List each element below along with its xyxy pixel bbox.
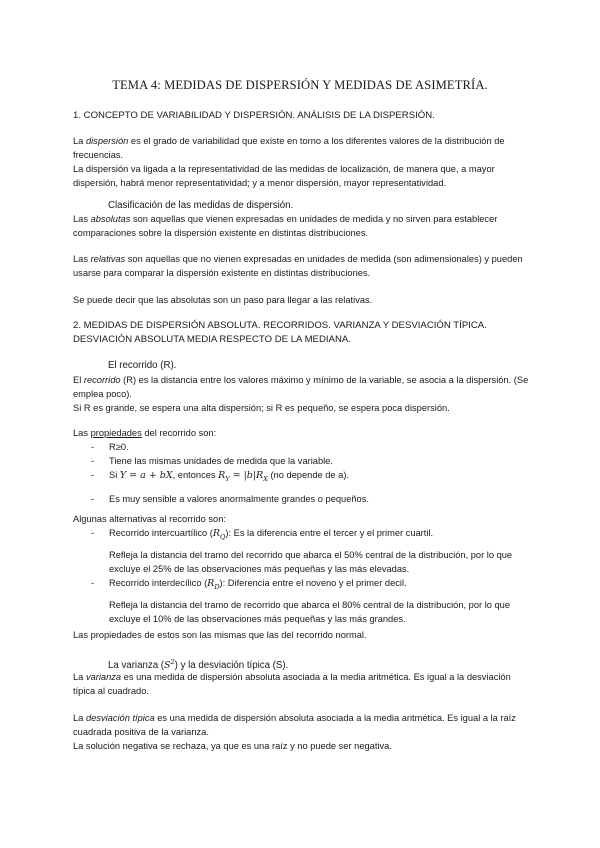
paragraph-recorrido: El recorrido (R) es la distancia entre los valores máximo y mínimo de la variable, se asocia a la dispersión. (Se emplea poco). Si R es grande, se espera una alta dispersión; si R es pequeño, se espera poca dispersión. — [73, 373, 533, 415]
alternatives-intro: Algunas alternativas al recorrido son: — [73, 514, 226, 524]
paragraph-relative: Las relativas son aquellas que no vienen expresadas en unidades de medida (son adimensionales) y pueden usarse para comparar la dispersión existente en distintas distribuciones. — [73, 254, 523, 278]
term-recorrido: recorrido — [83, 375, 121, 385]
paragraph-dispersion-definition: La dispersión es el grado de variabilidad que existe en torno a los diferentes valores de la distribución de frecuencias. La dispersión va ligada a la representatividad de las medidas de localización, de manera que, a mayor dispersión, habrá menor representatividad; y a menor dispersión, mayor representatividad. — [73, 134, 533, 190]
term-dispersion: dispersión — [85, 136, 129, 146]
term-desviacion-tipica: desviación típica — [85, 713, 155, 723]
paragraph-varianza: La varianza es una medida de dispersión absoluta asociada a la media aritmética. Es igual a la desviación típica al cuadrado. — [73, 672, 511, 696]
properties-list — [73, 426, 533, 506]
properties-intro: Las propiedades del recorrido son: — [73, 428, 217, 438]
term-varianza: varianza — [85, 672, 122, 682]
section-1-heading: 1. CONCEPTO DE VARIABILIDAD Y DISPERSIÓN. ANÁLISIS DE LA DISPERSIÓN. — [73, 110, 435, 121]
section-2-heading: 2. MEDIDAS DE DISPERSIÓN ABSOLUTA. RECORRIDOS. VARIANZA Y DESVIACIÓN TÍPICA. DESVIACIÓN ABSOLUTA MEDIA RESPECTO DE LA MEDIANA. — [73, 320, 487, 345]
formula-linear-transform: Y = a + bX — [119, 470, 173, 481]
paragraph-representativity: La dispersión va ligada a la representatividad de las medidas de localización, de manera que, a mayor dispersión, habrá menor representatividad; y a menor dispersión, mayor representatividad. — [73, 164, 495, 188]
paragraph-absolute-to-relative: Se puede decir que las absolutas son un paso para llegar a las relativas. — [73, 295, 373, 305]
term-absolutas: absolutas — [90, 214, 131, 224]
formula-range-property: $R_Y = |b|R_X$ — [218, 470, 268, 483]
list-item: - Recorrido interdecílico $(R_D)$: Diferencia entre el noveno y el primer decil. — [91, 577, 407, 591]
symbol-variance: $S^2$ — [164, 658, 175, 672]
term-relativas: relativas — [90, 254, 126, 264]
subheading-classification: Clasificación de las medidas de dispersión. — [108, 200, 294, 211]
subheading-recorrido: El recorrido (R). — [108, 360, 177, 371]
note-interdecile: Refleja la distancia del tramo de recorrido que abarca el 80% central de la distribución, por lo que excluye el 10% de las observaciones más pequeñas y las más grandes. — [109, 599, 511, 624]
list-item: - Es muy sensible a valores anormalmente grandes o pequeños. — [91, 493, 369, 504]
note-interquartile: Refleja la distancia del tramo del recorrido que abarca el 50% central de la distribución, por lo que excluye el 25% de las observaciones más pequeñas y las más elevadas. — [109, 549, 513, 574]
list-item: - Recorrido intercuartílico $(R_Q)$: Es la diferencia entre el tercer y el primer cuartil. — [91, 528, 434, 541]
paragraph-recorrido-size: Si R es grande, se espera una alta dispersión; si R es pequeño, se espera poca dispersión. — [73, 403, 450, 413]
list-item: - Si Y = a + bX, entonces $R_Y = |b|R_X$ (no depende de a). — [91, 470, 350, 483]
list-item: - R≥0. — [91, 442, 129, 452]
alternatives-list — [73, 512, 533, 626]
document-title: TEMA 4: MEDIDAS DE DISPERSIÓN Y MEDIDAS DE ASIMETRÍA. — [112, 78, 488, 92]
subheading-varianza: La varianza $(S^2)$ y la desviación típica (S). — [108, 658, 289, 672]
paragraph-alternatives-properties: Las propiedades de estos son las mismas que las del recorrido normal. — [73, 630, 367, 640]
paragraph-absolute: Las absolutas son aquellas que vienen expresadas en unidades de medida y no sirven para establecer comparaciones sobre la dispersión existente en distintas distribuciones. — [73, 214, 498, 238]
paragraph-desviacion: La desviación típica es una medida de dispersión absoluta asociada a la media aritmética. Es igual a la raíz cuadrada positiva de la varianza. La solución negativa se rechaza, ya que es una raíz y no puede ser negativa. — [73, 711, 533, 753]
paragraph-negative-solution: La solución negativa se rechaza, ya que es una raíz y no puede ser negativa. — [73, 741, 392, 751]
list-item: - Tiene las mismas unidades de medida que la variable. — [91, 456, 333, 466]
